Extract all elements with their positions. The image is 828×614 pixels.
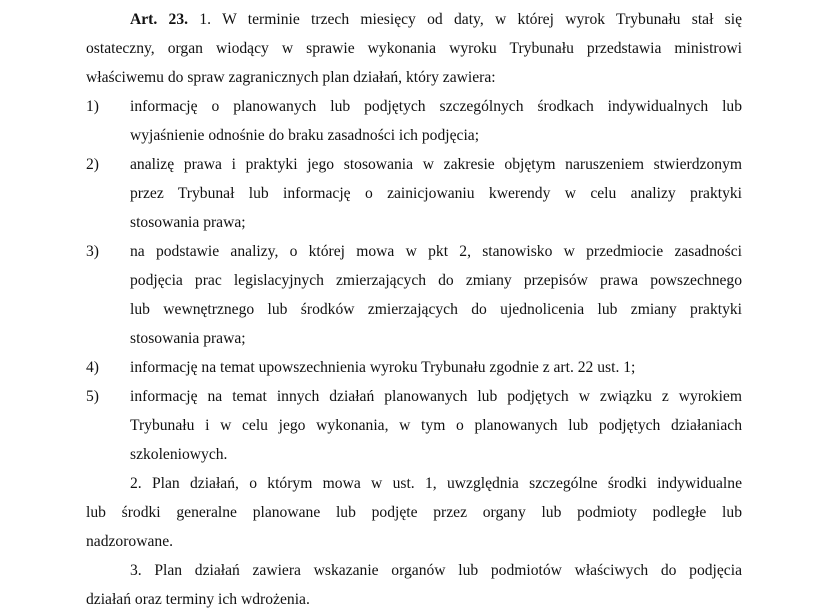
- list-item-number: 2): [86, 156, 99, 173]
- list-item-text: [130, 353, 742, 382]
- list-item-line: Trybunału i w celu jego wykonania, w tym o planowanych lub podjętych działaniach: [130, 417, 742, 434]
- list-item-number: 1): [86, 98, 99, 115]
- list-item-line: wyjaśnienie odnośnie do braku zasadności ich podjęcia;: [130, 127, 480, 144]
- article-23-ust-1: [86, 5, 742, 92]
- ust-2-line-3: nadzorowane.: [86, 533, 174, 550]
- list-item-line: stosowania prawa;: [130, 214, 246, 231]
- list-item-number: 4): [86, 359, 99, 376]
- list-item-line: lub wewnętrznego lub środków zmierzających do ujednolicenia lub zmiany praktyki: [130, 301, 742, 318]
- list-item-text: [130, 237, 742, 353]
- list-item-line: na podstawie analizy, o której mowa w pkt 2, stanowisko w przedmiocie zasadności: [130, 243, 742, 260]
- list-item-number: 5): [86, 388, 99, 405]
- ust-1-number: 1.: [199, 11, 212, 28]
- list-item-text: [130, 150, 742, 237]
- ust-1-line-3: właściwemu do spraw zagranicznych plan działań, który zawiera:: [86, 69, 496, 86]
- list-item-number: 3): [86, 243, 99, 260]
- ust-2-line-1: 2. Plan działań, o którym mowa w ust. 1, uwzględnia szczególne środki indywidualne: [130, 475, 742, 492]
- ust-2-line-2: lub środki generalne planowane lub podjęte przez organy lub podmioty podległe lub: [86, 504, 742, 521]
- ust-1-text-1: W terminie trzech miesięcy od daty, w której wyrok Trybunału stał się: [222, 11, 743, 28]
- article-23-ust-2: [86, 469, 742, 556]
- list-item: [86, 353, 742, 382]
- list-item-line: szkoleniowych.: [130, 446, 228, 463]
- list-item: [86, 382, 742, 469]
- list-item-line: informację na temat upowszechnienia wyroku Trybunału zgodnie z art. 22 ust. 1;: [130, 359, 636, 376]
- ust-1-line-1: [86, 5, 742, 34]
- list-item-text: [130, 382, 742, 469]
- list-item: [86, 150, 742, 237]
- article-23-ust-3: [86, 556, 742, 614]
- ust-3-line-1: 3. Plan działań zawiera wskazanie organów lub podmiotów właściwych do podjęcia: [130, 562, 742, 579]
- list-item-line: stosowania prawa;: [130, 330, 246, 347]
- ust-1-line-2: ostateczny, organ wiodący w sprawie wykonania wyroku Trybunału przedstawia ministrowi: [86, 40, 742, 57]
- list-item: [86, 237, 742, 353]
- list-item-line: przez Trybunał lub informację o zainicjowaniu kwerendy w celu analizy praktyki: [130, 185, 742, 202]
- ust-3-line-2: działań oraz terminy ich wdrożenia.: [86, 591, 310, 608]
- list-item-line: informację o planowanych lub podjętych szczególnych środkach indywidualnych lub: [130, 98, 742, 115]
- list-item-line: podjęcia prac legislacyjnych zmierzających do zmiany przepisów prawa powszechnego: [130, 272, 742, 289]
- list-item: [86, 92, 742, 150]
- list-item-line: analizę prawa i praktyki jego stosowania w zakresie objętym naruszeniem stwierdzonym: [130, 156, 742, 173]
- list-item-text: [130, 92, 742, 150]
- list-item-line: informację na temat innych działań planowanych lub podjętych w związku z wyrokiem: [130, 388, 742, 405]
- article-label: Art. 23.: [130, 11, 189, 28]
